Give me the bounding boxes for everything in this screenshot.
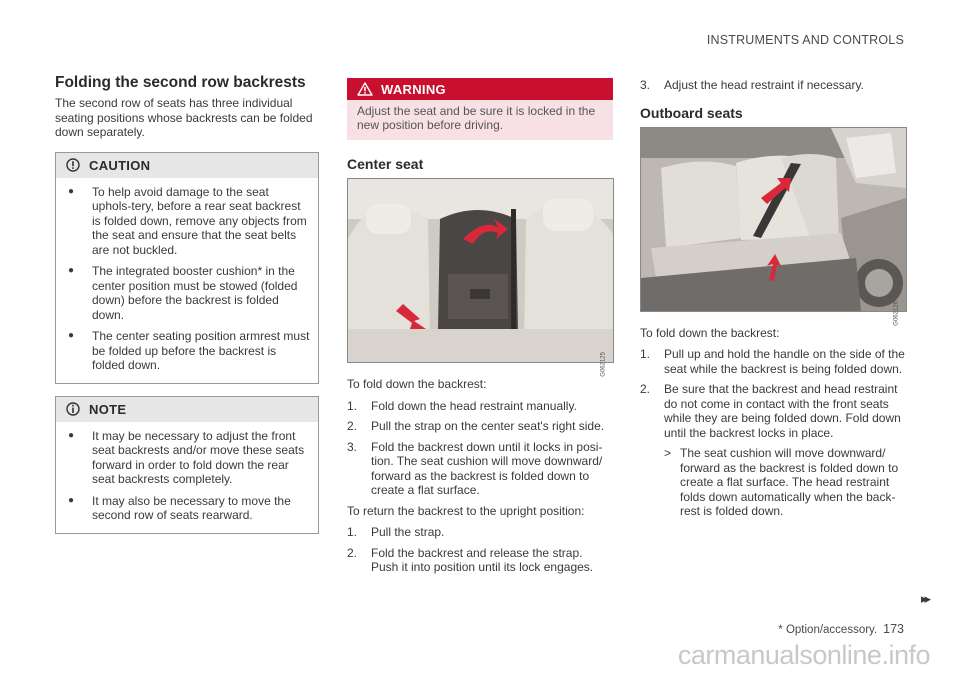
outboard-seats-heading: Outboard seats [640,104,743,121]
center-seat-heading: Center seat [347,156,424,172]
note-header [56,397,318,422]
center-seat-photo [347,178,614,377]
return-steps [347,525,613,575]
column-left [55,74,319,534]
caution-body [56,178,318,383]
list-item: 2. Pull the strap on the center seat's right side. [347,419,605,433]
bullet-icon: ● [68,265,75,276]
list-item: 3. Adjust the head restraint if necessary. [640,78,864,92]
warning-header [347,78,613,100]
column-middle [347,78,613,581]
list-item: 2. Be sure that the backrest and head restraint do not come in contact with the front seats while they are being folded down. Fold down until the backrest locks in place. [640,382,901,440]
section-header: INSTRUMENTS AND CONTROLS [706,33,904,47]
section-title: Folding the second row backrests [55,74,306,91]
bullet-icon: ● [68,429,75,441]
note-item: ● It may be necessary to adjust the front seat backrests and/or move these seats forward in order to fold down the rear seat backrests completely. [64,429,310,487]
outboard-steps [640,347,906,519]
caution-header [56,153,318,178]
list-item: 2. Fold the backrest and release the strap. Push it into position until its lock engages. [347,545,594,574]
continue-arrow-icon: ▸▸ [920,591,928,606]
fold-steps [347,399,613,498]
info-icon [66,402,80,416]
result-item: > The seat cushion will move downward/ forward as the backrest is folded down to create a flat surface. The head restraint folds down automatically when the back-rest is folded down. [664,446,899,518]
page-footer [778,622,904,636]
warning-label: WARNING [381,81,446,97]
fold-intro: To fold down the backrest: [640,325,780,340]
note-body [56,422,318,533]
intro-paragraph: The second row of seats has three individual seating positions whose backrests can be folded down separately. [55,96,313,139]
note-label: NOTE [89,401,127,417]
note-item: ● It may also be necessary to move the second row of seats rearward. [64,494,310,523]
caution-item: ● To help avoid damage to the seat uphols-tery, before a rear seat backrest is folded down, remove any objects from the seat and ensure that the seat belts are not buckled. [64,185,310,258]
list-item: 3. Fold the backrest down until it locks in posi-tion. The seat cushion will move downward/ forward as the backrest is folded down to create a flat surface. [347,439,603,497]
page-number: 173 [883,622,904,636]
footnote: * Option/accessory. [778,624,878,636]
bullet-icon: ● [68,494,75,506]
list-item: 1. Pull up and hold the handle on the side of the seat while the backrest is being folded down. [640,347,905,376]
warning-triangle-icon [357,82,373,96]
outboard-seat-photo [640,127,907,326]
return-intro: To return the backrest to the upright position: [347,503,585,518]
list-item: 1. Fold down the head restraint manually. [347,398,577,413]
caution-box [55,152,319,384]
bullet-icon: ● [68,330,75,341]
bullet-icon: ● [68,185,75,197]
caution-icon [66,158,80,172]
caution-item: ● The center seating position armrest must be folded up before the backrest is folded down. [64,329,310,373]
list-item: 1. Pull the strap. [347,525,445,539]
caution-label: CAUTION [89,157,151,173]
photo-code: G062125 [601,352,607,377]
warning-box [347,78,613,140]
column-right [640,78,906,519]
caution-item: ● The integrated booster cushion* in the center position must be stowed (folded down) before the backrest is folded down. [64,264,310,322]
warning-text: Adjust the seat and be sure it is locked in the new position before driving. [357,104,596,132]
note-box [55,396,319,534]
photo-code: G062126 [894,300,900,326]
watermark-logo: carmanualsonline.info [677,640,930,670]
fold-intro: To fold down the backrest: [347,377,487,391]
